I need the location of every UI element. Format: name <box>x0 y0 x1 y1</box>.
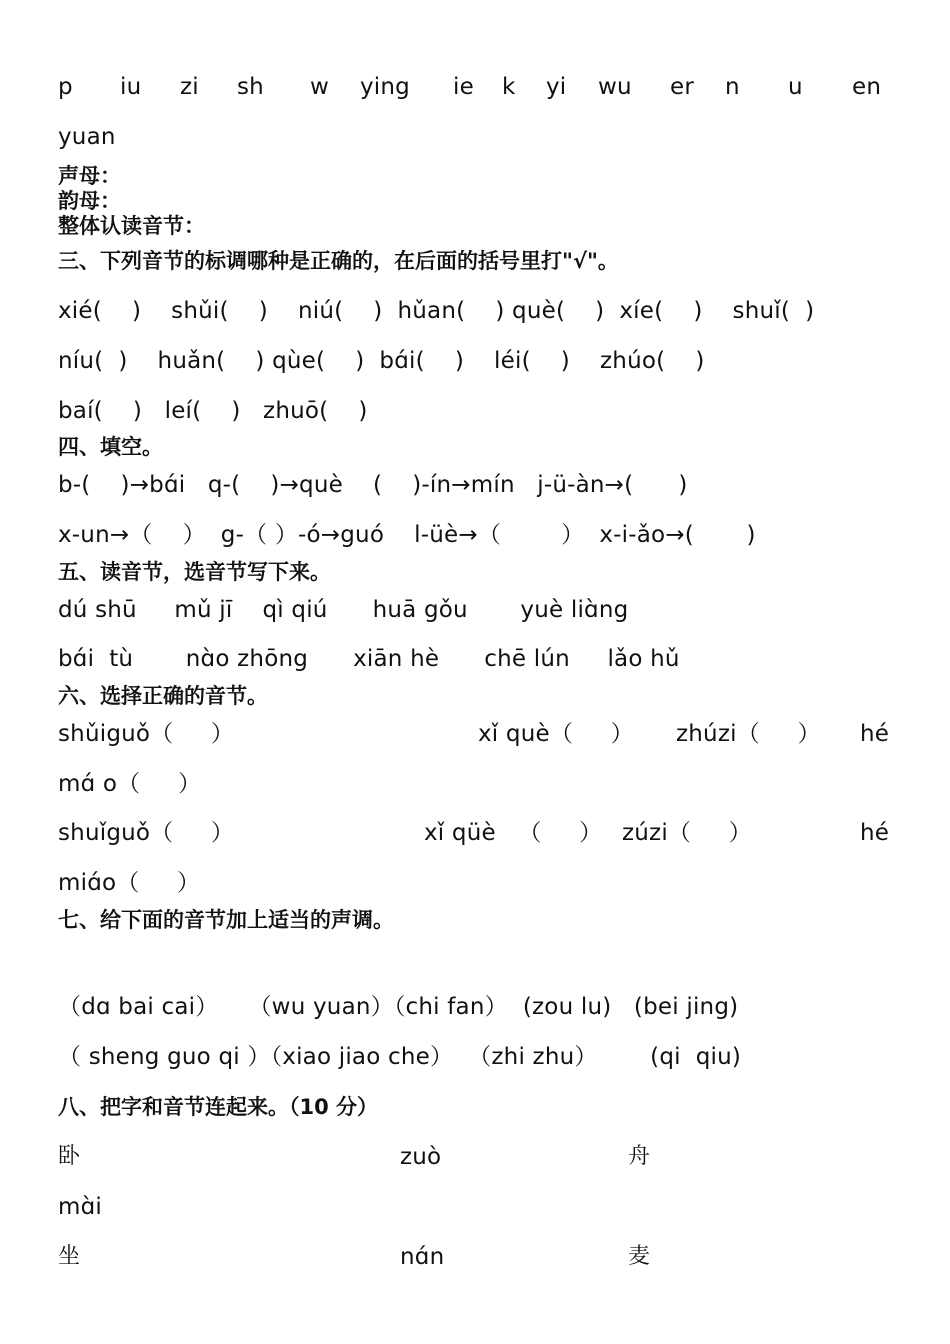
section-7-title: 七、给下面的音节加上适当的声调。 <box>58 908 394 932</box>
section-3-title: 三、下列音节的标调哪种是正确的，在后面的括号里打"√"。 <box>58 249 619 273</box>
section-4-line-1: b-( )→bɑ́i q-( )→què ( )-ín→mín j-ü-àn→( ) <box>58 472 688 498</box>
sound-item: yi <box>546 74 567 100</box>
section-3-line-3: baí( ) leí( ) zhuō( ) <box>58 398 368 424</box>
section-5-line-1: dú shū mǔ jī qì qiú huā gǒu yuè liɑ̀ng <box>58 597 629 623</box>
match-syllable: mɑ̀i <box>58 1194 102 1220</box>
option-syllable: shǔiguǒ（ ） <box>58 721 235 747</box>
section-6-title: 六、选择正确的音节。 <box>58 684 268 708</box>
label-zhengti: 整体认读音节： <box>58 214 205 238</box>
section-5-title: 五、读音节，选音节写下来。 <box>58 560 331 584</box>
label-shengmu: 声母： <box>58 164 121 188</box>
match-character: 坐 <box>58 1244 81 1269</box>
sound-item: wu <box>598 74 632 100</box>
sound-item: u <box>788 74 803 100</box>
sound-item: ying <box>360 74 410 100</box>
section-8-title-prefix: 八、把字和音节连起来。（ <box>58 1095 300 1119</box>
section-3-line-1: xié( ) shǔi( ) niú( ) hǔan( ) què( ) xíe( ) shuǐ( ) <box>58 298 815 324</box>
option-syllable-wrap: miɑ́o（ ） <box>58 870 201 896</box>
sound-item: en <box>852 74 882 100</box>
sound-item: k <box>502 74 516 100</box>
section-4-title: 四、填空。 <box>58 435 163 459</box>
option-syllable: hé <box>860 721 890 747</box>
option-syllable: xǐ qüè （ ） <box>424 820 603 846</box>
option-syllable: zúzi（ ） <box>622 820 752 846</box>
option-syllable: shuǐguǒ（ ） <box>58 820 235 846</box>
sound-item: ie <box>453 74 474 100</box>
label-yunmu: 韵母： <box>58 189 121 213</box>
sound-item: n <box>725 74 740 100</box>
option-syllable: zhúzi（ ） <box>676 721 821 747</box>
sound-item: er <box>670 74 695 100</box>
sound-item: iu <box>120 74 142 100</box>
sound-item: p <box>58 74 73 100</box>
sound-row-wrap: yuan <box>58 124 116 150</box>
option-syllable-wrap: mɑ́ o（ ） <box>58 771 202 797</box>
match-character: 卧 <box>58 1144 81 1169</box>
section-8-title <box>58 1092 378 1126</box>
option-syllable: hé <box>860 820 890 846</box>
section-8-title-suffix: 分） <box>328 1095 379 1119</box>
section-7-line-1: （dɑ bai cai） （wu yuan）（chi fan） (zou lu) (bei jing) <box>58 994 739 1020</box>
section-7-line-2: （ sheng guo qi ）（xiao jiao che） （zhi zhu） (qi qiu) <box>58 1044 742 1070</box>
section-3-line-2: níu( ) huǎn( ) qùe( ) bɑ́i( ) léi( ) zhúo( ) <box>58 348 705 374</box>
match-character: 麦 <box>628 1244 651 1269</box>
match-syllable: nɑ́n <box>400 1244 445 1270</box>
sound-item: sh <box>237 74 264 100</box>
section-4-line-2: x-un→（ ） g-（ ）-ó→guó l-üè→（ ） x-i-ǎo→( ) <box>58 522 756 548</box>
section-8-score: 10 <box>299 1095 329 1119</box>
sound-item: zi <box>180 74 199 100</box>
match-syllable: zuò <box>400 1144 442 1170</box>
sound-item: w <box>310 74 330 100</box>
match-character: 舟 <box>628 1144 651 1169</box>
section-5-line-2: bɑ́i tù nɑ̀o zhōng xiān hè chē lún lǎo hǔ <box>58 646 680 672</box>
option-syllable: xǐ què（ ） <box>478 721 634 747</box>
